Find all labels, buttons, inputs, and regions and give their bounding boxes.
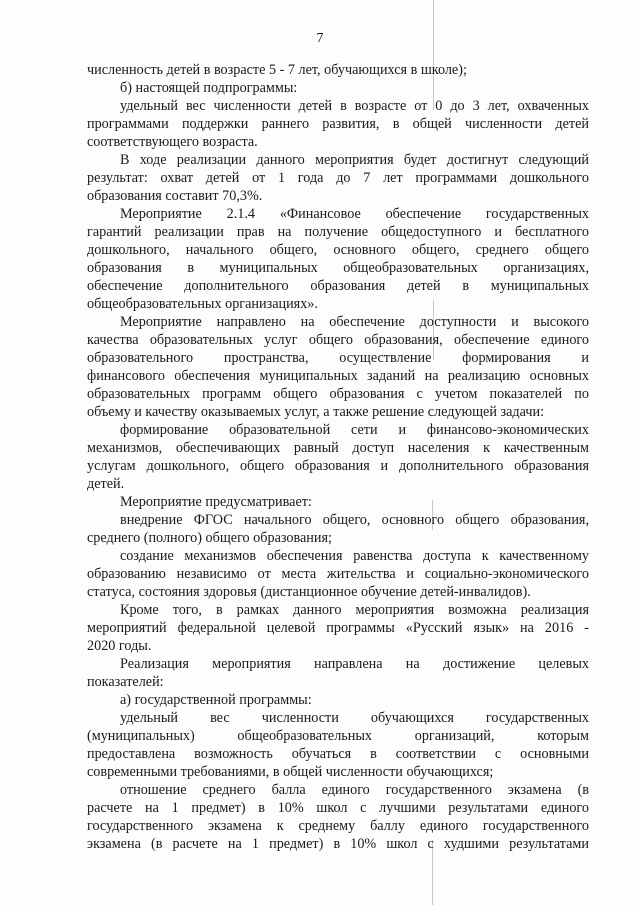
- text-line: мероприятий федеральной целевой программы «Русский язык» на 2016 -: [87, 620, 589, 636]
- text-line: численность детей в возрасте 5 - 7 лет, обучающихся в школе);: [87, 62, 467, 78]
- text-line: Мероприятие 2.1.4 «Финансовое обеспечение государственных: [120, 206, 589, 222]
- text-line: дошкольного, начального общего, основного общего, среднего общего: [87, 242, 589, 258]
- text-line: образования составит 70,3%.: [87, 188, 263, 204]
- text-line: детей.: [87, 476, 125, 492]
- text-line: гарантий реализации прав на получение общедоступного и бесплатного: [87, 224, 589, 240]
- text-line: государственного экзамена к среднему баллу единого государственного: [87, 818, 589, 834]
- text-line: б) настоящей подпрограммы:: [120, 80, 298, 96]
- text-line: удельный вес численности обучающихся государственных: [120, 710, 589, 726]
- text-line: качества образовательных услуг общего образования, обеспечение единого: [87, 332, 589, 348]
- text-line: В ходе реализации данного мероприятия будет достигнут следующий: [120, 152, 589, 168]
- text-line: удельный вес численности детей в возрасте от 0 до 3 лет, охваченных: [120, 98, 589, 114]
- text-line: Кроме того, в рамках данного мероприятия возможна реализация: [120, 602, 589, 618]
- text-line: формирование образовательной сети и финансово-экономических: [120, 422, 589, 438]
- text-line: финансового обеспечения муниципальных заданий на реализацию основных: [87, 368, 589, 384]
- body-text: [87, 61, 589, 853]
- text-line: экзамена (в расчете на 1 предмет) в 10% школ с худшими результатами: [87, 836, 589, 852]
- text-line: объему и качеству оказываемых услуг, а также решение следующей задачи:: [87, 404, 545, 420]
- text-line: общеобразовательных организациях».: [87, 296, 318, 312]
- text-line: программами поддержки раннего развития, в общей численности детей: [87, 116, 589, 132]
- text-line: среднего (полного) общего образования;: [87, 530, 332, 546]
- text-line: Реализация мероприятия направлена на достижение целевых: [120, 656, 589, 672]
- text-line: 2020 годы.: [87, 638, 152, 654]
- text-line: создание механизмов обеспечения равенства доступа к качественному: [120, 548, 589, 564]
- text-line: соответствующего возраста.: [87, 134, 258, 150]
- text-line: предоставлена возможность обучаться в соответствии с основными: [87, 746, 589, 762]
- text-line: образовательных программ общего образования с учетом показателей по: [87, 386, 589, 402]
- text-line: показателей:: [87, 674, 164, 690]
- text-line: внедрение ФГОС начального общего, основного общего образования,: [120, 512, 589, 528]
- text-line: результат: охват детей от 1 года до 7 лет программами дошкольного: [87, 170, 589, 186]
- text-line: а) государственной программы:: [120, 692, 312, 708]
- text-line: статуса, состояния здоровья (дистанционное обучение детей-инвалидов).: [87, 584, 531, 600]
- text-line: (муниципальных) общеобразовательных организаций, которым: [87, 728, 589, 744]
- text-line: механизмов, обеспечивающих равный доступ населения к качественным: [87, 440, 589, 456]
- text-line: образования в муниципальных общеобразовательных организациях,: [87, 260, 589, 276]
- text-line: Мероприятие предусматривает:: [120, 494, 312, 510]
- text-line: услугам дошкольного, общего образования и дополнительного образования: [87, 458, 589, 474]
- text-line: Мероприятие направлено на обеспечение доступности и высокого: [120, 314, 589, 330]
- text-line: современными требованиями, в общей численности обучающихся;: [87, 764, 494, 780]
- text-line: отношение среднего балла единого государственного экзамена (в: [120, 782, 589, 798]
- text-line: расчете на 1 предмет) в 10% школ с лучшими результатами единого: [87, 800, 589, 816]
- text-line: образованию независимо от места жительства и социально-экономического: [87, 566, 589, 582]
- text-line: образовательного пространства, осуществление формирования и: [87, 350, 589, 366]
- page-number: 7: [316, 31, 324, 46]
- text-line: обеспечение дополнительного образования детей в муниципальных: [87, 278, 589, 294]
